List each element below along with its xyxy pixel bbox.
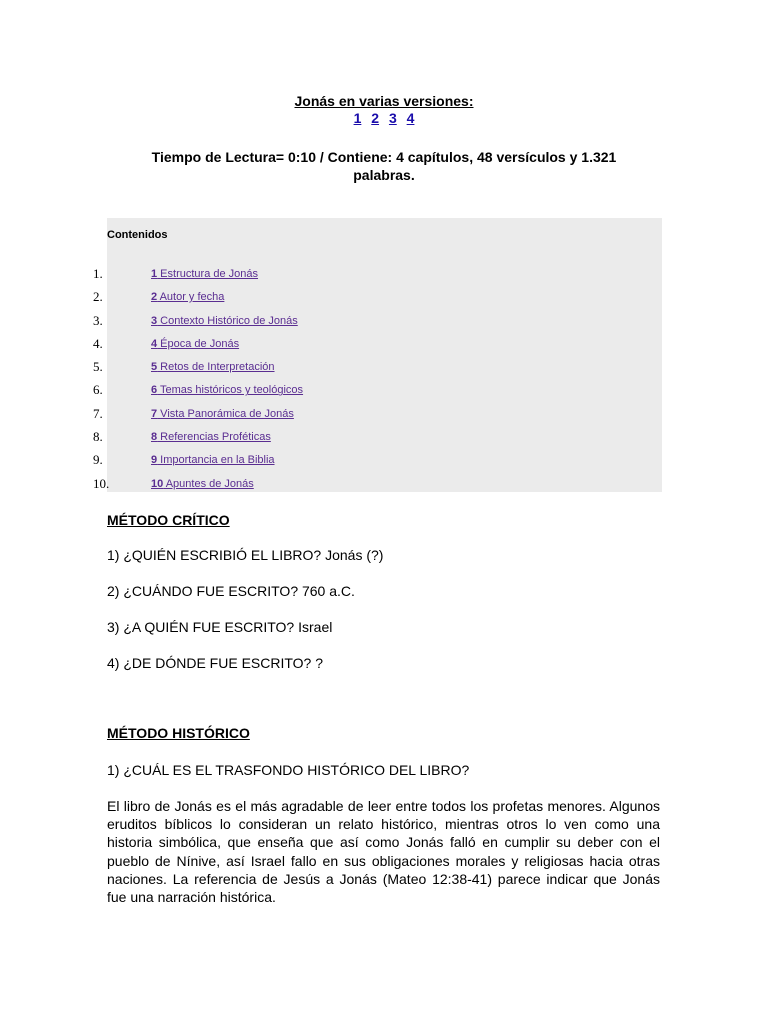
toc-item-number: 10.	[93, 475, 110, 491]
title-block	[0, 93, 768, 127]
question-trasfondo: 1) ¿CUÁL ES EL TRASFONDO HISTÓRICO DEL LIBRO?	[107, 762, 470, 778]
toc-item	[93, 452, 662, 475]
version-link-1[interactable]: 1	[353, 110, 362, 126]
toc-item-number: 6.	[93, 382, 103, 398]
toc-link-estructura[interactable]: 1 Estructura de Jonás	[151, 268, 259, 280]
toc-item	[93, 266, 662, 289]
toc-heading: Contenidos	[107, 229, 168, 241]
page-title: Jonás en varias versiones:	[294, 93, 474, 109]
toc-item	[93, 476, 662, 499]
version-link-3[interactable]: 3	[388, 110, 397, 126]
toc-item	[93, 336, 662, 359]
toc-item-number: 9.	[93, 452, 103, 468]
toc-link-contexto[interactable]: 3 Contexto Histórico de Jonás	[151, 314, 298, 327]
question-lugar: 4) ¿DE DÓNDE FUE ESCRITO? ?	[107, 655, 324, 671]
toc-item-number: 1.	[93, 266, 103, 281]
toc-item	[93, 289, 662, 312]
toc-link-apuntes[interactable]: 10 Apuntes de Jonás	[151, 477, 254, 490]
version-links	[0, 110, 768, 127]
metodo-critico-heading: MÉTODO CRÍTICO	[107, 512, 230, 528]
toc-link-autor[interactable]: 2 Autor y fecha	[151, 291, 225, 304]
question-fecha: 2) ¿CUÁNDO FUE ESCRITO? 760 a.C.	[107, 583, 355, 599]
toc-item	[93, 313, 662, 336]
toc-item	[93, 406, 662, 429]
metodo-historico-heading: MÉTODO HISTÓRICO	[107, 725, 250, 741]
toc-item-number: 5.	[93, 359, 103, 375]
version-link-4[interactable]: 4	[406, 110, 415, 126]
version-link-2[interactable]: 2	[371, 110, 380, 126]
question-autor: 1) ¿QUIÉN ESCRIBIÓ EL LIBRO? Jonás (?)	[107, 547, 384, 563]
toc-item-number: 7.	[93, 405, 103, 421]
toc-item	[93, 382, 662, 405]
toc-link-referencias[interactable]: 8 Referencias Proféticas	[151, 431, 271, 444]
toc-item	[93, 359, 662, 382]
toc-item-number: 8.	[93, 429, 103, 445]
toc-link-temas[interactable]: 6 Temas históricos y teológicos	[151, 384, 304, 397]
toc-link-epoca[interactable]: 4 Época de Jonás	[151, 337, 240, 350]
toc-link-retos[interactable]: 5 Retos de Interpretación	[151, 361, 275, 374]
historical-paragraph: El libro de Jonás es el más agradable de leer entre todos los profetas menores. Algunos eruditos bíblicos lo consideran un relato histórico, mientras otros lo ven como una historia simbólica, que enseña que así como Jonás falló en cumplir su deber con el pueblo de Nínive, así Israel fallo en sus obligaciones morales y religiosas hacia otras naciones. La referencia de Jesús a Jonás (Mateo 12:38-41) parece indicar que Jonás fue una narración histórica.	[107, 798, 660, 906]
toc-link-vista[interactable]: 7 Vista Panorámica de Jonás	[151, 407, 294, 420]
toc-item-number: 4.	[93, 335, 103, 351]
toc-list	[93, 266, 662, 499]
toc-item-number: 2.	[93, 289, 103, 305]
toc-item-number: 3.	[93, 312, 103, 328]
toc-item	[93, 429, 662, 452]
toc-link-importancia[interactable]: 9 Importancia en la Biblia	[151, 454, 275, 467]
reading-time: Tiempo de Lectura= 0:10 / Contiene: 4 capítulos, 48 versículos y 1.321 palabras.	[151, 149, 617, 183]
question-destinatario: 3) ¿A QUIÉN FUE ESCRITO? Israel	[107, 619, 333, 635]
